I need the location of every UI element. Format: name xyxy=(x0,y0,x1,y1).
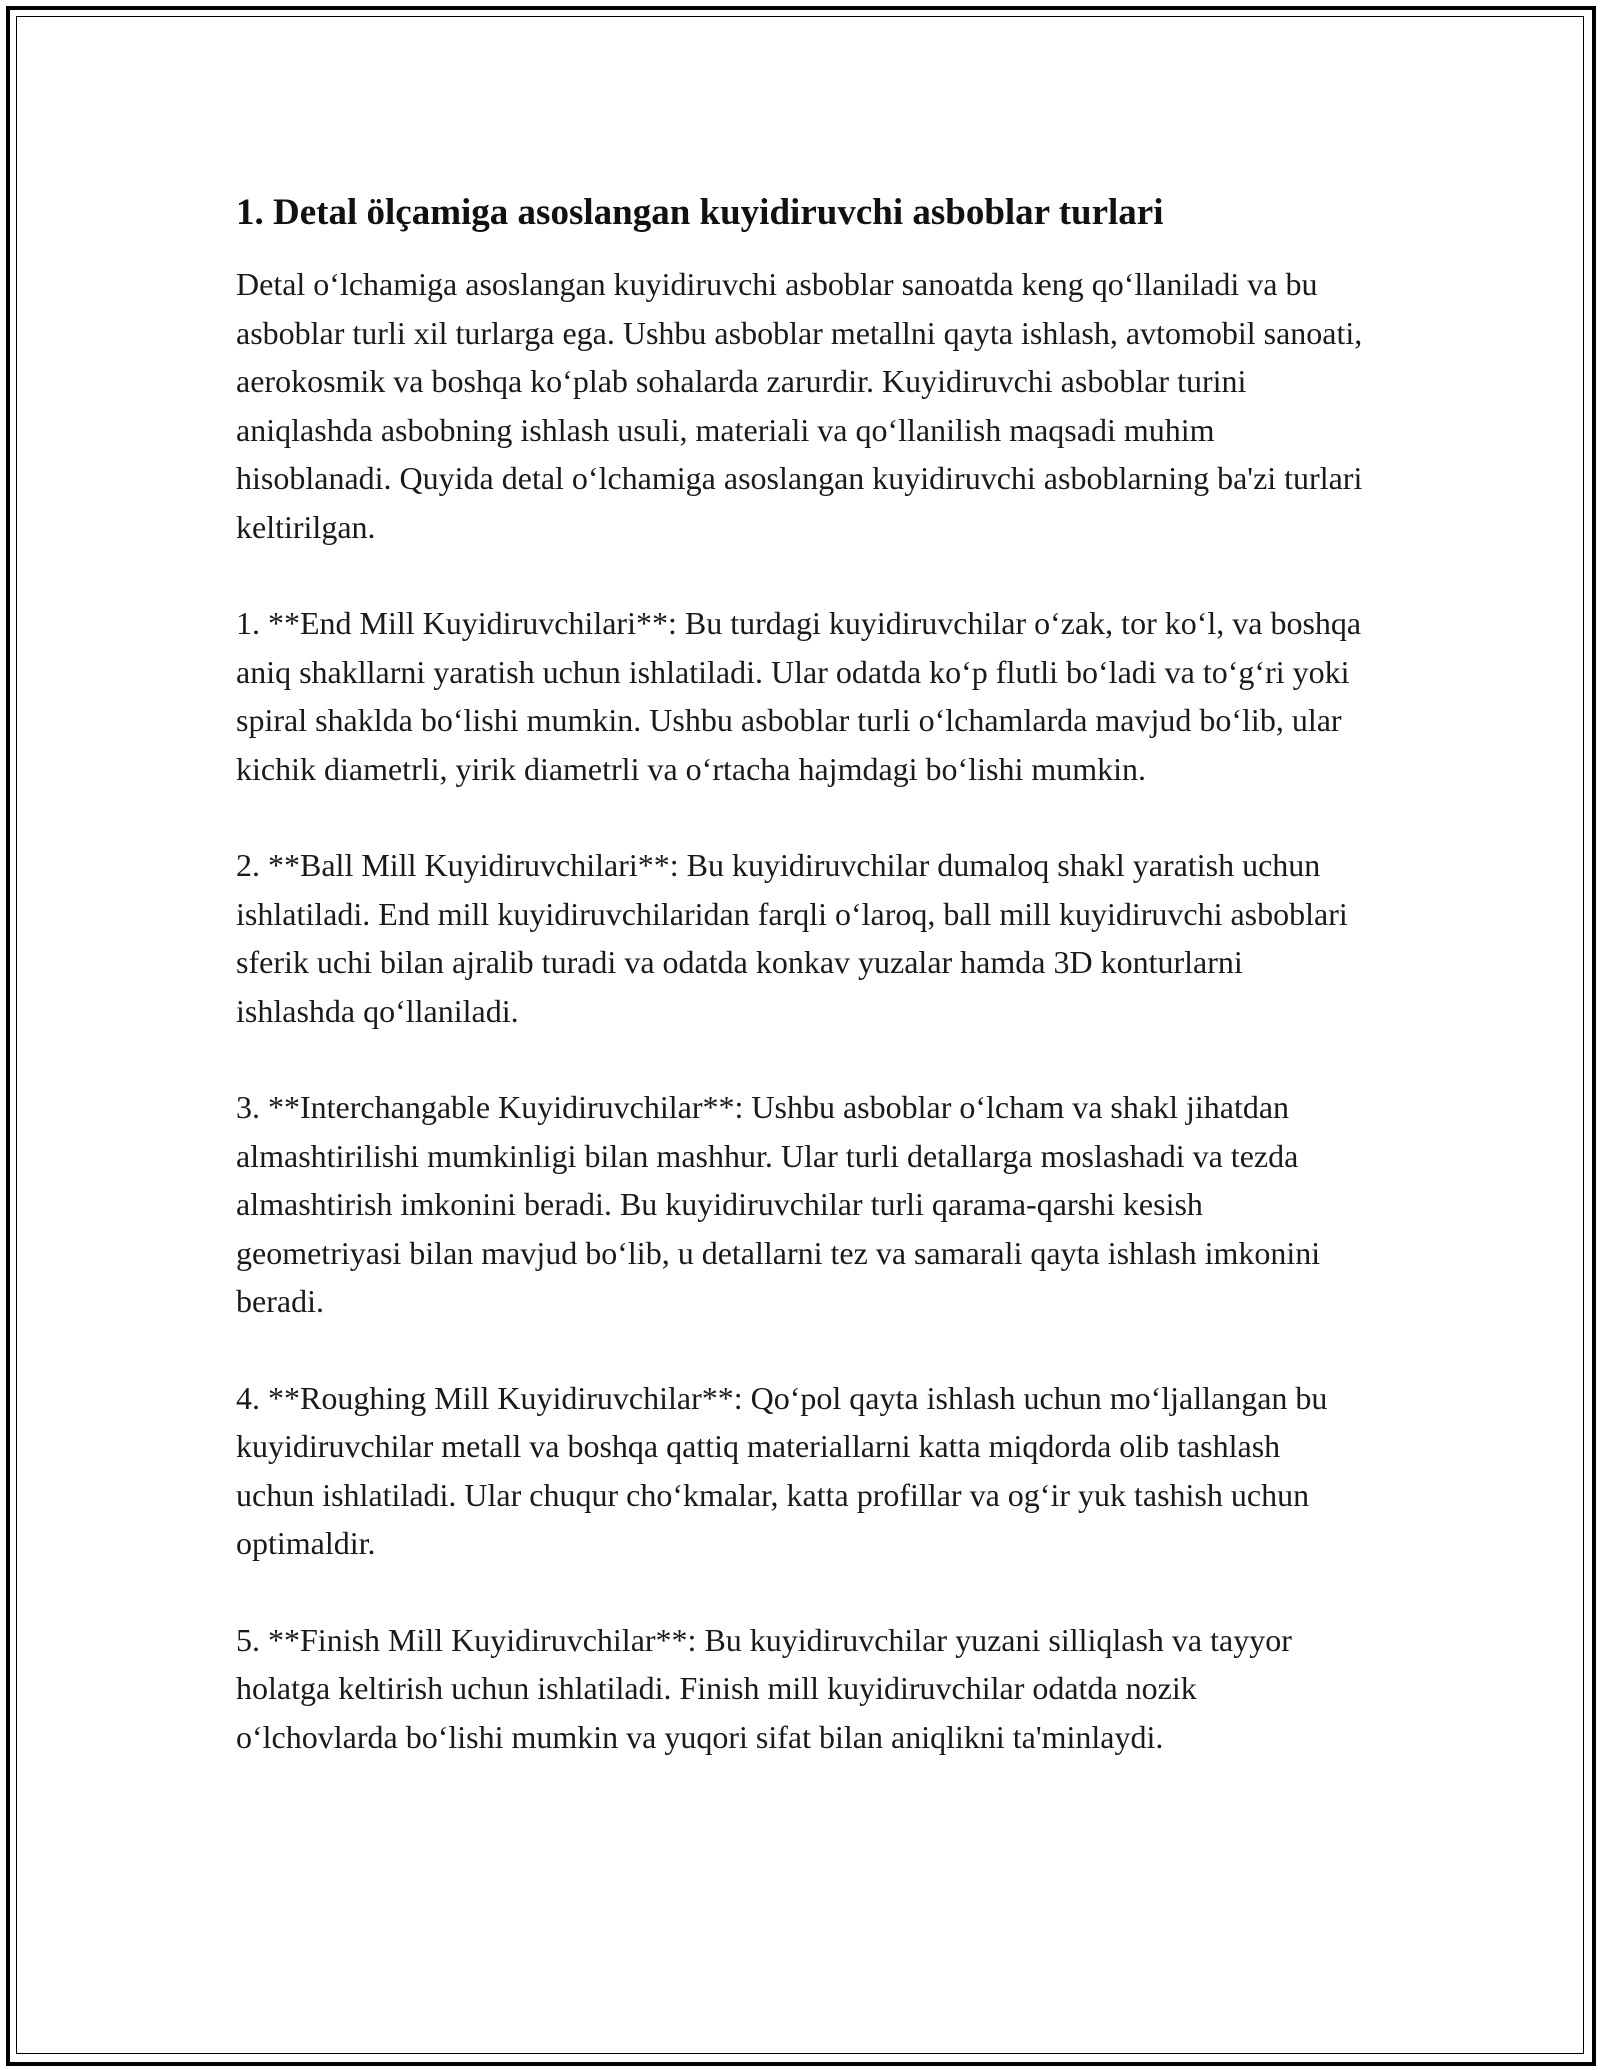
list-item-ball-mill: 2. **Ball Mill Kuyidiruvchilari**: Bu kuyidiruvchilar dumaloq shakl yaratish uchun ishlatiladi. End mill kuyidiruvchilaridan farqli o‘laroq, ball mill kuyidiruvchi asboblari sferik uchi bilan ajralib turadi va odatda konkav yuzalar hamda 3D konturlarni ishlashda qo‘llaniladi. xyxy=(236,847,1348,1029)
list-item-roughing-mill: 4. **Roughing Mill Kuyidiruvchilar**: Qo‘pol qayta ishlash uchun mo‘ljallangan bu kuyidiruvchilar metall va boshqa qattiq materiallarni katta miqdorda olib tashlash uchun ishlatiladi. Ular chuqur cho‘kmalar, katta profillar va og‘ir yuk tashish uchun optimaldir. xyxy=(236,1379,1328,1561)
list-item-finish-mill: 5. **Finish Mill Kuyidiruvchilar**: Bu kuyidiruvchilar yuzani silliqlash va tayyor holatga keltirish uchun ishlatiladi. Finish mill kuyidiruvchilar odatda nozik o‘lchovlarda bo‘lishi mumkin va yuqori sifat bilan aniqlikni ta'minlaydi. xyxy=(236,1621,1292,1755)
document-body xyxy=(236,188,1366,1809)
list-item-end-mill: 1. **End Mill Kuyidiruvchilari**: Bu turdagi kuyidiruvchilar o‘zak, tor ko‘l, va boshqa aniq shakllarni yaratish uchun ishlatiladi. Ular odatda ko‘p flutli bo‘ladi va to‘g‘ri yoki spiral shaklda bo‘lishi mumkin. Ushbu asboblar turli o‘lchamlarda mavjud bo‘lib, ular kichik diametrli, yirik diametrli va o‘rtacha hajmdagi bo‘lishi mumkin. xyxy=(236,605,1362,787)
intro-paragraph: Detal o‘lchamiga asoslangan kuyidiruvchi asboblar sanoatda keng qo‘llaniladi va bu asboblar turli xil turlarga ega. Ushbu asboblar metallni qayta ishlash, avtomobil sanoati, aerokosmik va boshqa ko‘plab sohalarda zarurdir. Kuyidiruvchi asboblar turini aniqlashda asbobning ishlash usuli, materiali va qo‘llanilish maqsadi muhim hisoblanadi. Quyida detal o‘lchamiga asoslangan kuyidiruvchi asboblarning ba'zi turlari keltirilgan. xyxy=(236,266,1363,545)
list-item-interchangable: 3. **Interchangable Kuyidiruvchilar**: Ushbu asboblar o‘lcham va shakl jihatdan almashtirilishi mumkinligi bilan mashhur. Ular turli detallarga moslashadi va tezda almashtirish imkonini beradi. Bu kuyidiruvchilar turli qarama-qarshi kesish geometriyasi bilan mavjud bo‘lib, u detallarni tez va samarali qayta ishlash imkonini beradi. xyxy=(236,1089,1321,1319)
document-title: 1. Detal ölçamiga asoslangan kuyidiruvchi asboblar turlari xyxy=(236,192,1164,233)
